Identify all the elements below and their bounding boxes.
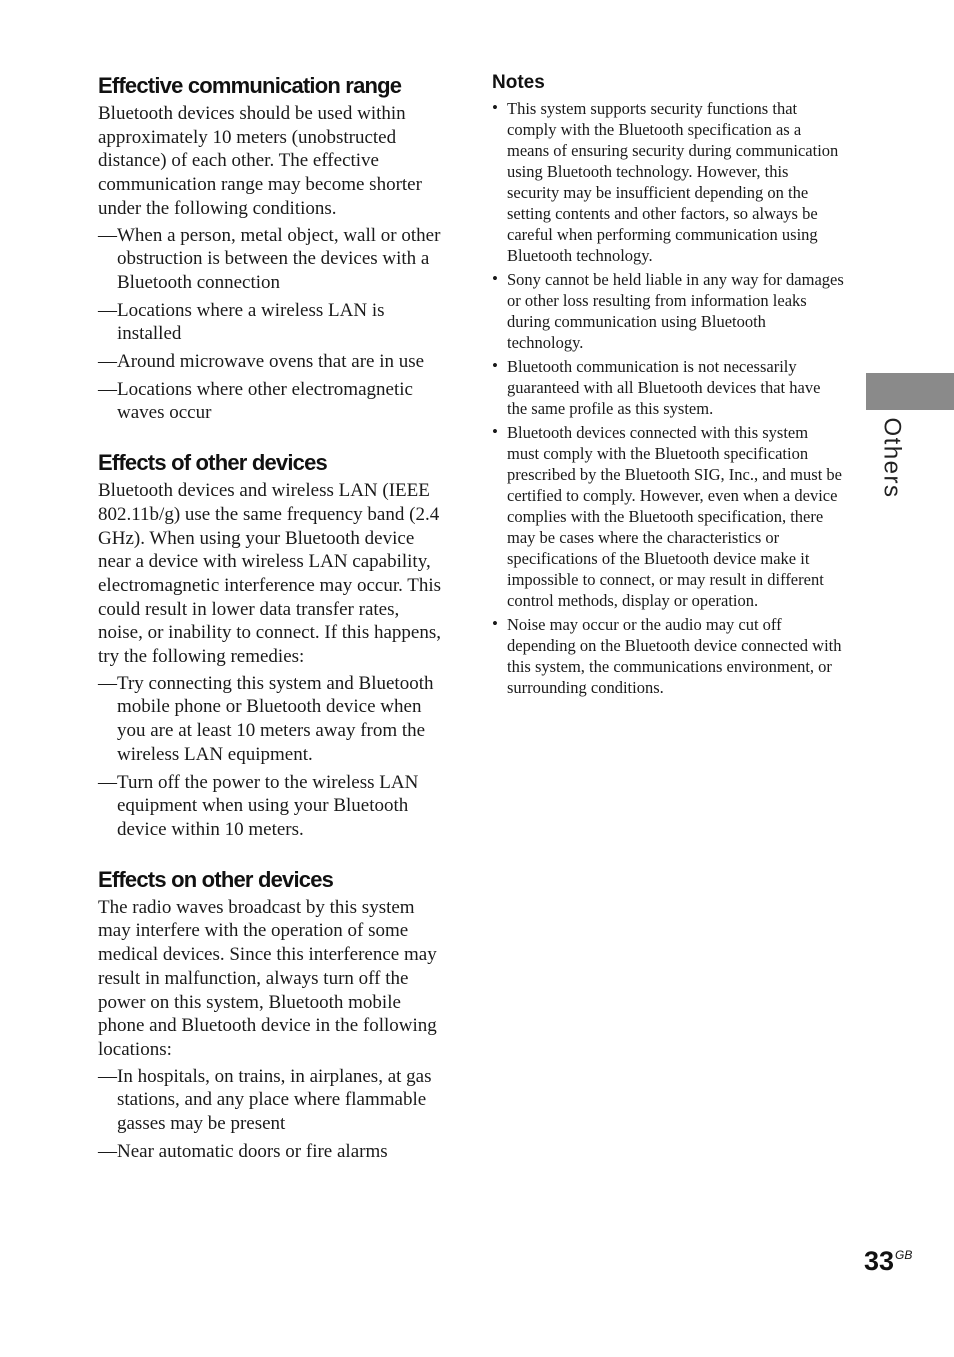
section-title-other-devices: Effects of other devices bbox=[98, 450, 327, 476]
section-body-on-other-devices: The radio waves broadcast by this system may interfere with the operation of some medical devices. Since this interference may result in malfunction, always turn off the power on this system, Bluetooth mobile phone and Bluetooth device in the following locations: bbox=[98, 896, 437, 1060]
page-number bbox=[864, 1246, 912, 1277]
list-item: — Around microwave ovens that are in use bbox=[98, 350, 448, 374]
notes-list bbox=[492, 98, 844, 698]
list-item: • This system supports security functions that comply with the Bluetooth specification as a means of ensuring security during communication using Bluetooth technology. However, this security may be insufficient depending on the setting contents and other factors, so always be careful when performing communication using Bluetooth technology. bbox=[492, 98, 844, 266]
locations-list bbox=[98, 1065, 448, 1164]
section-tab-label-wrap bbox=[862, 413, 922, 503]
section-tab-label: Others bbox=[879, 417, 906, 499]
list-item: — Try connecting this system and Bluetooth mobile phone or Bluetooth device when you are at least 10 meters away from the wireless LAN equipment. bbox=[98, 672, 448, 767]
list-item: — Turn off the power to the wireless LAN equipment when using your Bluetooth device within 10 meters. bbox=[98, 771, 448, 842]
section-title-range: Effective communication range bbox=[98, 73, 402, 98]
list-item: • Sony cannot be held liable in any way for damages or other loss resulting from information leaks during communication using Bluetooth technology. bbox=[492, 269, 844, 353]
page-number-value: 33 bbox=[864, 1246, 895, 1276]
section-tab-marker bbox=[866, 373, 954, 410]
section-title-on-other-devices: Effects on other devices bbox=[98, 866, 334, 892]
list-item: — In hospitals, on trains, in airplanes, at gas stations, and any place where flammable gasses may be present bbox=[98, 1065, 448, 1136]
list-item: • Bluetooth communication is not necessarily guaranteed with all Bluetooth devices that have the same profile as this system. bbox=[492, 356, 844, 419]
left-column bbox=[98, 70, 448, 1167]
list-item: — Near automatic doors or fire alarms bbox=[98, 1140, 448, 1164]
list-item: — Locations where a wireless LAN is installed bbox=[98, 299, 448, 346]
list-item: — Locations where other electromagnetic waves occur bbox=[98, 378, 448, 425]
list-item: • Noise may occur or the audio may cut off depending on the Bluetooth device connected with this system, the communications environment, or surrounding conditions. bbox=[492, 614, 844, 698]
section-body-range: Bluetooth devices should be used within approximately 10 meters (unobstructed distance) of each other. The effective communication range may become shorter under the following conditions. bbox=[98, 103, 422, 219]
notes-title: Notes bbox=[492, 72, 545, 93]
remedies-list bbox=[98, 672, 448, 842]
list-item: — When a person, metal object, wall or other obstruction is between the devices with a Bluetooth connection bbox=[98, 224, 448, 295]
section-body-other-devices: Bluetooth devices and wireless LAN (IEEE 802.11b/g) use the same frequency band (2.4 GHz). When using your Bluetooth device near a device with wireless LAN capability, electromagnetic interference may occur. This could result in lower data transfer rates, noise, or inability to connect. If this happens, try the following remedies: bbox=[98, 480, 442, 668]
right-column bbox=[492, 70, 844, 701]
page-number-suffix: GB bbox=[895, 1248, 913, 1262]
range-conditions-list bbox=[98, 224, 448, 426]
list-item: • Bluetooth devices connected with this system must comply with the Bluetooth specification prescribed by the Bluetooth SIG, Inc., and must be certified to comply. However, even when a device complies with the Bluetooth specification, there may be cases where the characteristics or specifications of the Bluetooth device make it impossible to connect, or may result in different control methods, display or operation. bbox=[492, 422, 844, 611]
